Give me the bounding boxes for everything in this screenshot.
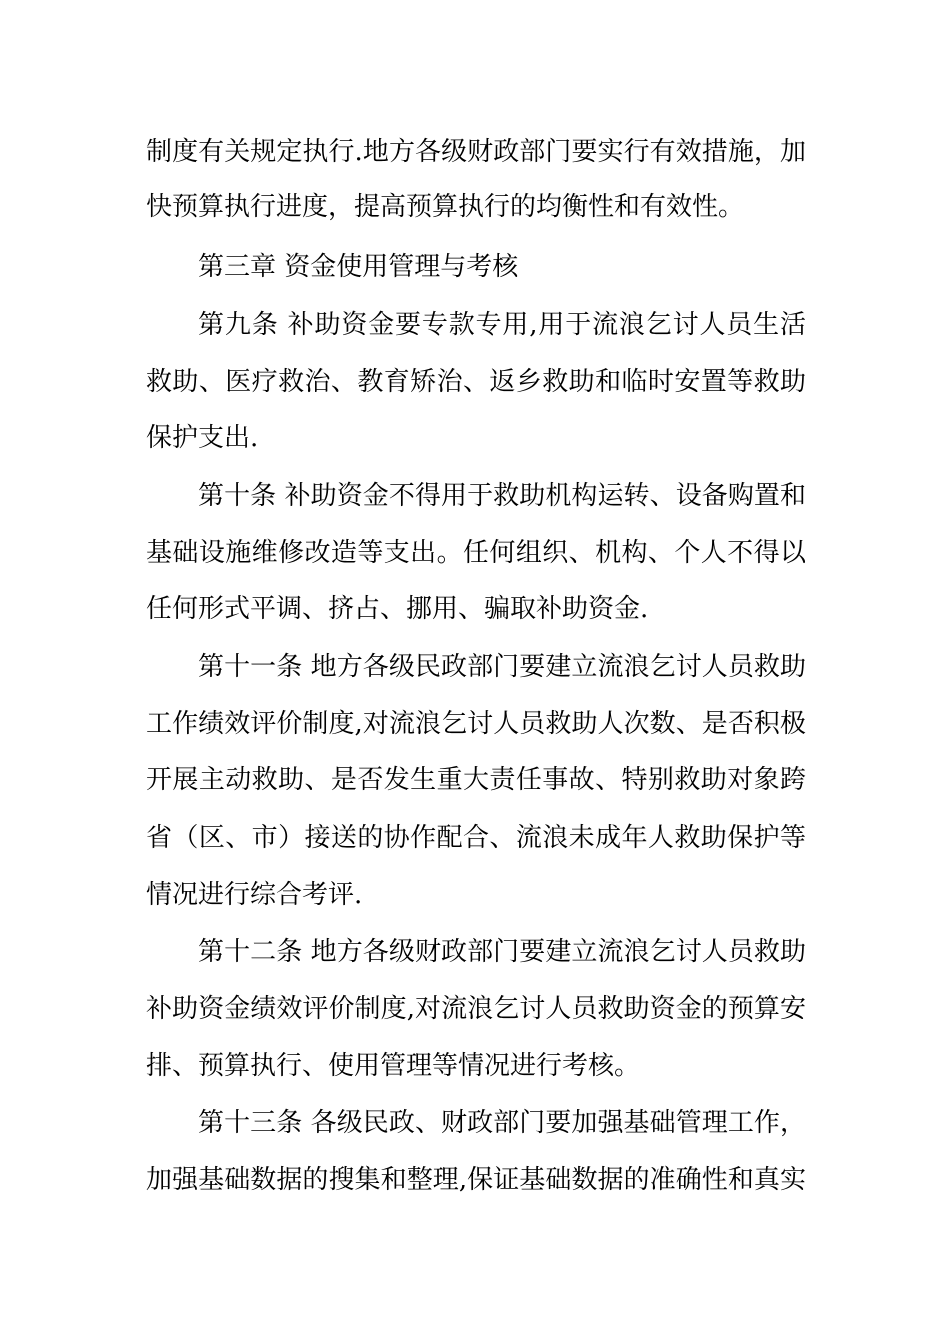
text-line: 排、预算执行、使用管理等情况进行考核。 bbox=[146, 1051, 641, 1081]
text-line: 保护支出. bbox=[146, 423, 259, 453]
article-line: 第十一条 地方各级民政部门要建立流浪乞讨人员救助 bbox=[198, 652, 806, 682]
text-line: 省（区、市）接送的协作配合、流浪未成年人救助保护等 bbox=[146, 823, 806, 853]
text-line: 补助资金绩效评价制度,对流浪乞讨人员救助资金的预算安 bbox=[146, 994, 806, 1024]
text-line: 工作绩效评价制度,对流浪乞讨人员救助人次数、是否积极 bbox=[146, 709, 806, 739]
text-line: 情况进行综合考评. bbox=[146, 880, 363, 910]
text-line: 加强基础数据的搜集和整理,保证基础数据的准确性和真实 bbox=[146, 1165, 806, 1195]
text-line: 救助、医疗救治、教育矫治、返乡救助和临时安置等救助 bbox=[146, 367, 806, 397]
article-line: 第十条 补助资金不得用于救助机构运转、设备购置和 bbox=[198, 481, 806, 511]
article-line: 第十三条 各级民政、财政部门要加强基础管理工作， bbox=[198, 1108, 806, 1138]
text-line: 任何形式平调、挤占、挪用、骗取补助资金. bbox=[146, 594, 649, 624]
text-line: 基础设施维修改造等支出。任何组织、机构、个人不得以 bbox=[146, 538, 806, 568]
text-line: 开展主动救助、是否发生重大责任事故、特别救助对象跨 bbox=[146, 765, 806, 795]
article-line: 第九条 补助资金要专款专用,用于流浪乞讨人员生活 bbox=[198, 310, 806, 340]
text-line: 制度有关规定执行.地方各级财政部门要实行有效措施，加 bbox=[146, 137, 806, 167]
chapter-heading: 第三章 资金使用管理与考核 bbox=[198, 252, 519, 282]
text-line: 快预算执行进度，提高预算执行的均衡性和有效性。 bbox=[146, 192, 745, 222]
article-line: 第十二条 地方各级财政部门要建立流浪乞讨人员救助 bbox=[198, 937, 806, 967]
